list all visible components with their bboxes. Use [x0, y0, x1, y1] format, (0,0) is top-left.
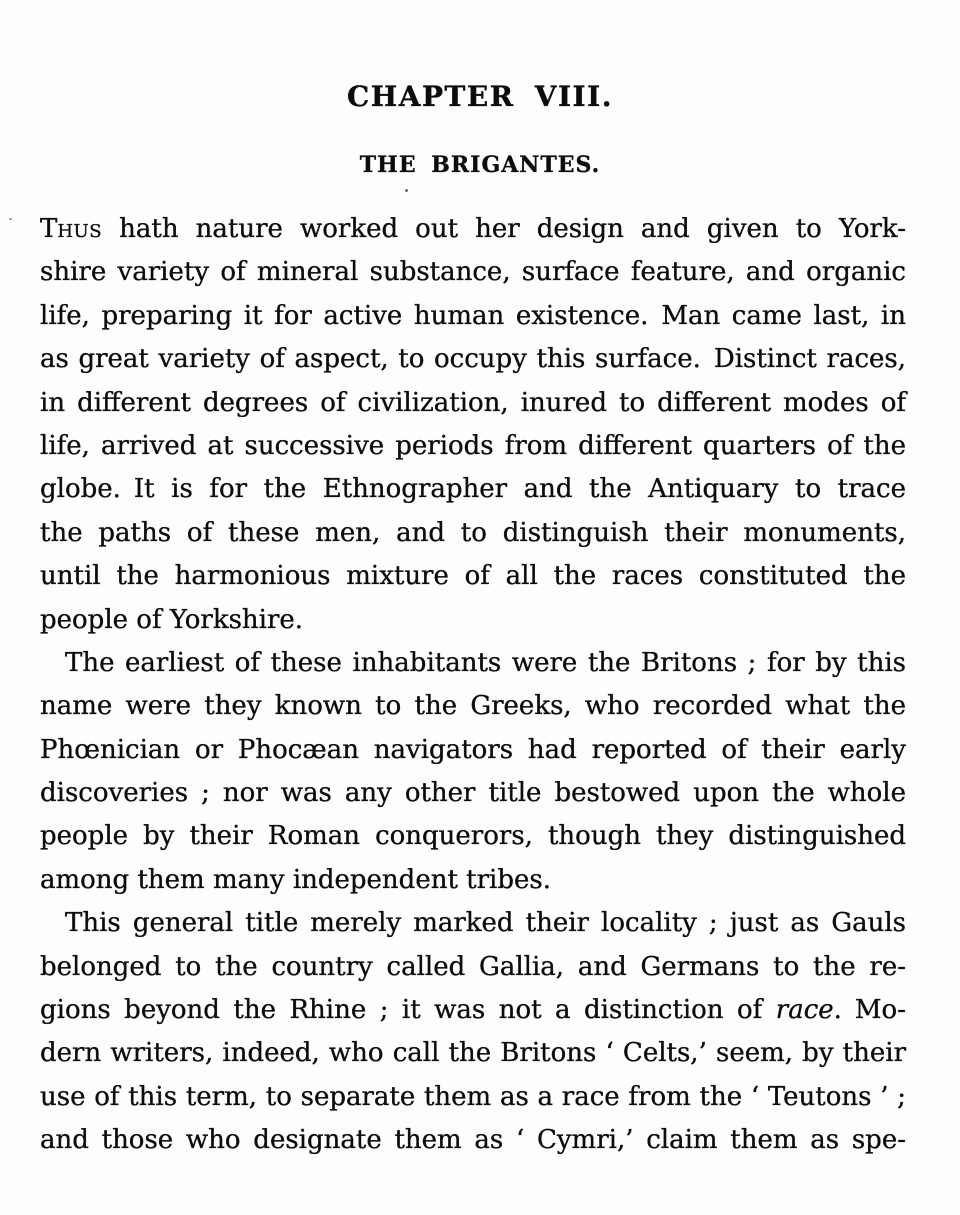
text-line: until the harmonious mixture of all the races constituted the	[40, 561, 906, 592]
scan-speck	[405, 189, 408, 192]
text-line: use of this term, to separate them as a race from the ‘ Teutons ’ ;	[40, 1081, 906, 1112]
text-block	[40, 208, 906, 1163]
text-line: belonged to the country called Gallia, and Germans to the re-	[40, 951, 906, 982]
scan-speck	[9, 218, 12, 220]
text-line: gions beyond the Rhine ; it was not a distinction of race. Mo-	[40, 995, 906, 1026]
text-line: name were they known to the Greeks, who recorded what the	[40, 691, 906, 722]
section-heading: THE BRIGANTES.	[359, 152, 601, 178]
text-line: life, arrived at successive periods from different quarters of the	[40, 430, 906, 461]
text-line: among them many independent tribes.	[40, 864, 551, 895]
text-line: The earliest of these inhabitants were the Britons ; for by this	[65, 647, 906, 678]
text-line: This general title merely marked their locality ; just as Gauls	[65, 908, 906, 939]
chapter-heading: CHAPTER VIII.	[347, 80, 613, 113]
text-line: globe. It is for the Ethnographer and the Antiquary to trace	[40, 474, 906, 505]
text-line: discoveries ; nor was any other title bestowed upon the whole	[40, 778, 906, 809]
text-line: people by their Roman conquerors, though they distinguished	[40, 821, 906, 852]
text-line: in different degrees of civilization, inured to different modes of	[40, 387, 906, 418]
text-line: shire variety of mineral substance, surface feature, and organic	[40, 257, 906, 288]
text-line: life, preparing it for active human existence. Man came last, in	[40, 300, 906, 331]
text-line: Thus hath nature worked out her design and given to York-	[40, 214, 906, 244]
text-line: dern writers, indeed, who call the Britons ‘ Celts,’ seem, by their	[40, 1038, 906, 1069]
text-line: Phœnician or Phocæan navigators had reported of their early	[40, 734, 906, 765]
text-line: as great variety of aspect, to occupy this surface. Distinct races,	[40, 344, 906, 375]
text-line: and those who designate them as ‘ Cymri,’ claim them as spe-	[40, 1125, 906, 1156]
text-line: the paths of these men, and to distinguish their monuments,	[40, 517, 906, 548]
text-line: people of Yorkshire.	[40, 604, 304, 635]
